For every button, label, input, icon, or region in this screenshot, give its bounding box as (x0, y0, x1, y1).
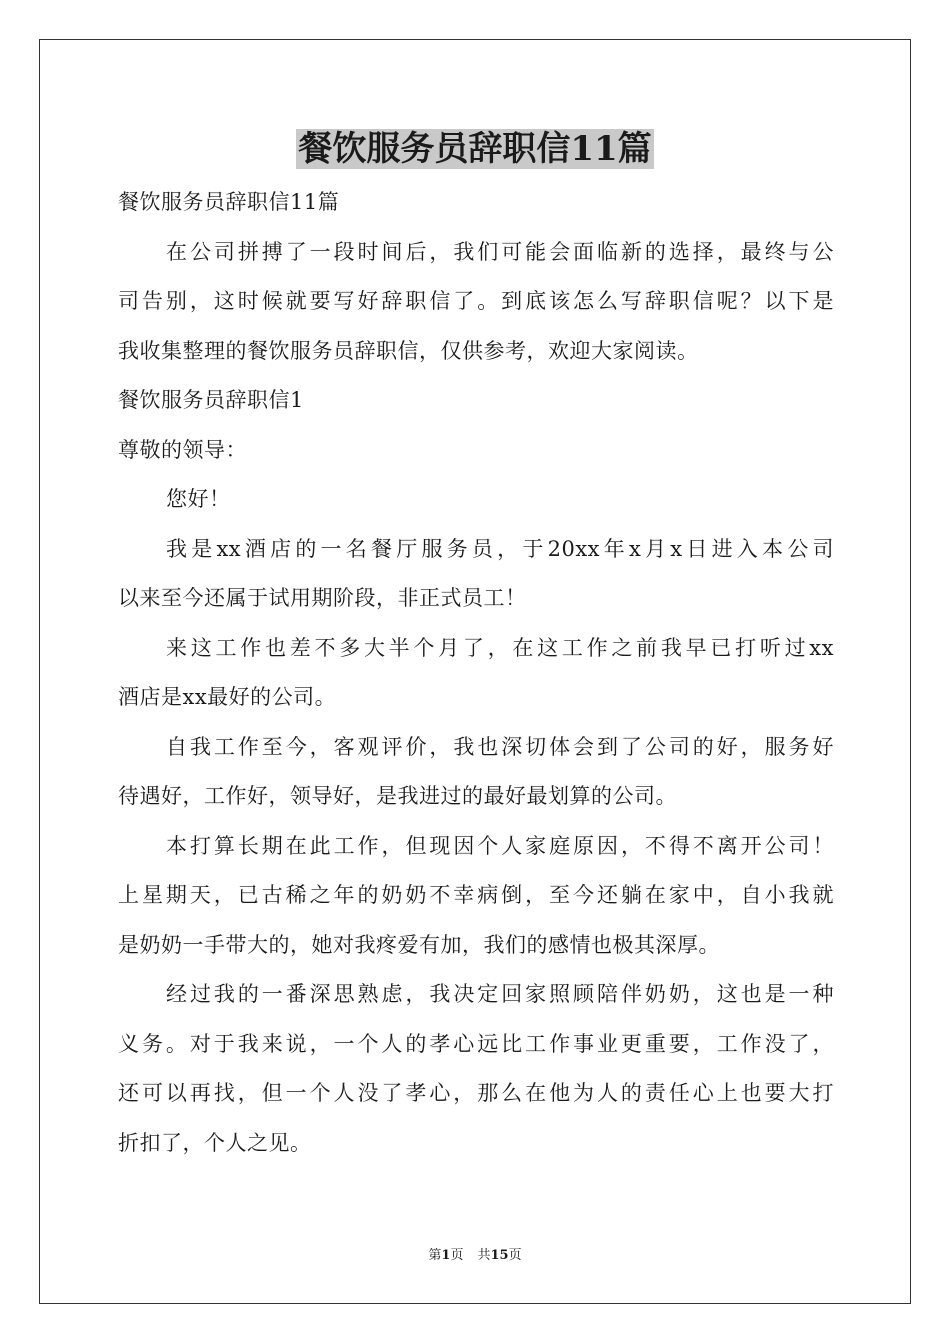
text-line: 本打算长期在此工作，但现因个人家庭原因，不得不离开公司！ (166, 833, 834, 858)
text-line: 待遇好，工作好，领导好，是我进过的最好最划算的公司。 (118, 784, 677, 808)
footer-total-prefix: 共 (477, 1248, 491, 1263)
text-line: 上星期天，已古稀之年的奶奶不幸病倒，至今还躺在家中，自小我就 (118, 883, 834, 907)
text-line: 折扣了，个人之见。 (118, 1130, 312, 1155)
text-line: 来这工作也差不多大半个月了，在这工作之前我早已打听过xx (166, 635, 834, 660)
page-footer (0, 1246, 950, 1266)
text-line: 我收集整理的餐饮服务员辞职信，仅供参考，欢迎大家阅读。 (118, 338, 699, 363)
text-line: 经过我的一番深思熟虑，我决定回家照顾陪伴奶奶，这也是一种 (166, 982, 834, 1006)
footer-page-suffix: 页 (450, 1248, 464, 1263)
text-line: 司告别，这时候就要写好辞职信了。到底该怎么写辞职信呢？以下是 (118, 289, 834, 313)
text-line: 尊敬的领导： (118, 437, 247, 462)
text-line: 在公司拼搏了一段时间后，我们可能会面临新的选择，最终与公 (166, 239, 834, 264)
text-line: 您好！ (166, 487, 231, 511)
text-line: 以来至今还属于试用期阶段，非正式员工！ (118, 586, 527, 610)
document-title (0, 126, 950, 172)
text-line: 餐饮服务员辞职信11篇 (118, 190, 340, 214)
text-line: 餐饮服务员辞职信1 (118, 388, 304, 412)
text-line: 还可以再找，但一个人没了孝心，那么在他为人的责任心上也要大打 (118, 1081, 834, 1105)
footer-page-number: 1 (441, 1248, 451, 1263)
text-line: 我是xx酒店的一名餐厅服务员，于20xx年x月x日进入本公司 (166, 536, 834, 561)
document-body (118, 178, 834, 1168)
text-line: 酒店是xx最好的公司。 (118, 685, 337, 709)
text-line: 是奶奶一手带大的，她对我疼爱有加，我们的感情也极其深厚。 (118, 932, 720, 957)
text-line: 自我工作至今，客观评价，我也深切体会到了公司的好，服务好 (166, 734, 834, 759)
document-title-text: 餐饮服务员辞职信11篇 (298, 129, 652, 169)
text-line: 义务。对于我来说，一个人的孝心远比工作事业更重要，工作没了， (118, 1031, 834, 1056)
footer-total-suffix: 页 (508, 1248, 522, 1263)
footer-total-pages: 15 (490, 1248, 509, 1263)
footer-prefix: 第 (428, 1248, 442, 1263)
